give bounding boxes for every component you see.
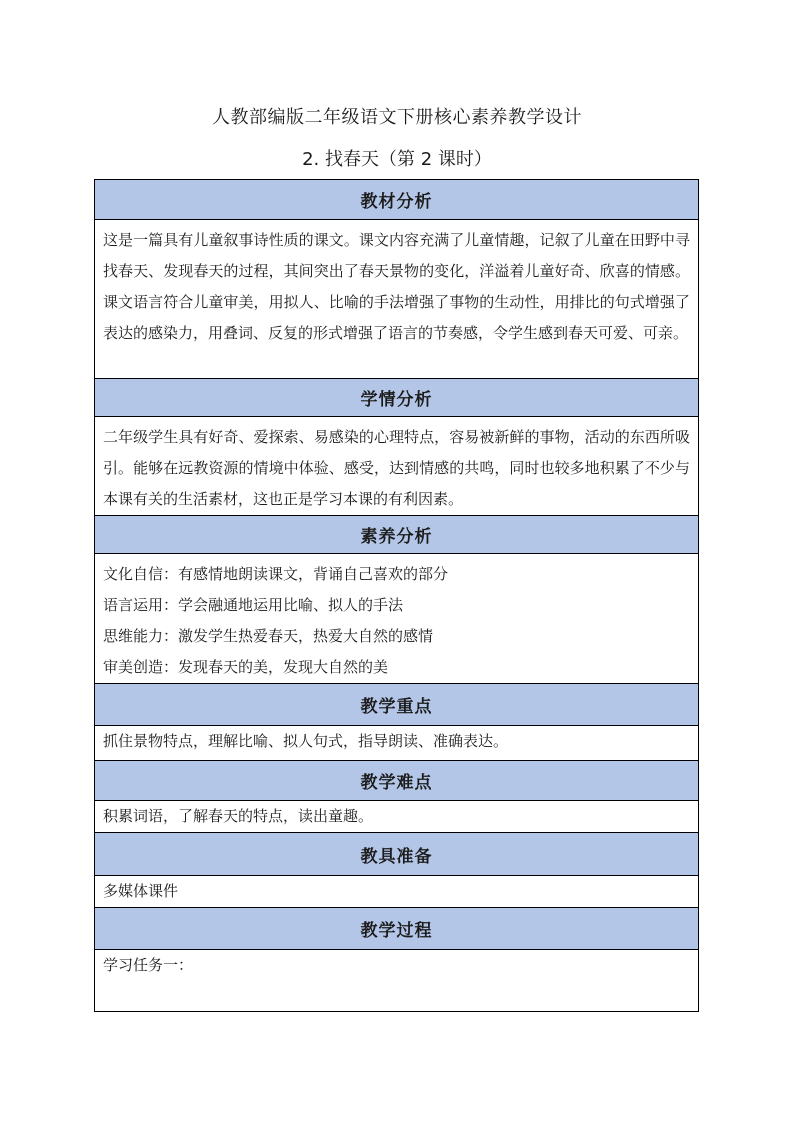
section-header-teaching-focus: 教学重点: [95, 684, 699, 726]
section-body-teaching-difficulty: [95, 801, 699, 833]
section-header-teaching-difficulty: 教学难点: [95, 761, 699, 801]
document-title: 人教部编版二年级语文下册核心素养教学设计: [212, 107, 582, 128]
section-header-row: [95, 833, 699, 876]
textbook-analysis-text: 这是一篇具有儿童叙事诗性质的课文。课文内容充满了儿童情趣，记叙了儿童在田野中寻找春天、发现春天的过程，其间突出了春天景物的变化，洋溢着儿童好奇、欣喜的情感。课文语言符合儿童审美，用拟人、比喻的手法增强了事物的生动性，用排比的句式增强了表达的感染力，用叠词、反复的形式增强了语言的节奏感，令学生感到春天可爱、可亲。: [103, 231, 690, 342]
teaching-process-text: 学习任务一：: [103, 956, 194, 974]
section-header-teaching-aids: 教具准备: [95, 833, 699, 876]
competency-list: [103, 554, 690, 683]
section-body-row: [95, 220, 699, 379]
teaching-focus-text: 抓住景物特点，理解比喻、拟人句式，指导朗读、准确表达。: [103, 732, 509, 750]
section-header-row: [95, 379, 699, 417]
section-body-teaching-process: [95, 950, 699, 1012]
competency-cultural-confidence: 文化自信：有感情地朗读课文，背诵自己喜欢的部分: [103, 565, 449, 583]
section-header-student-analysis: 学情分析: [95, 379, 699, 417]
document-subtitle: 2. 找春天（第 2 课时）: [302, 149, 492, 170]
section-header-row: [95, 516, 699, 554]
section-body-textbook-analysis: [95, 220, 699, 379]
competency-language-use: 语言运用：学会融通地运用比喻、拟人的手法: [103, 596, 404, 614]
section-header-textbook-analysis: 教材分析: [95, 180, 699, 220]
section-header-row: [95, 180, 699, 220]
section-body-row: [95, 726, 699, 761]
section-body-row: [95, 801, 699, 833]
section-body-row: [95, 876, 699, 908]
section-body-teaching-focus: [95, 726, 699, 761]
teaching-difficulty-text: 积累词语，了解春天的特点，读出童趣。: [103, 807, 374, 825]
section-body-row: [95, 950, 699, 1012]
teaching-aids-text: 多媒体课件: [103, 882, 179, 900]
lesson-plan-table: [94, 179, 699, 1012]
section-body-row: [95, 554, 699, 684]
competency-thinking-ability: 思维能力：激发学生热爱春天，热爱大自然的感情: [103, 627, 434, 645]
section-header-row: [95, 684, 699, 726]
section-body-row: [95, 417, 699, 516]
student-analysis-text: 二年级学生具有好奇、爱探索、易感染的心理特点，容易被新鲜的事物，活动的东西所吸引。能够在远教资源的情境中体验、感受，达到情感的共鸣，同时也较多地积累了不少与本课有关的生活素材，这也正是学习本课的有利因素。: [103, 428, 690, 508]
section-body-student-analysis: [95, 417, 699, 516]
section-body-competency-analysis: [95, 554, 699, 684]
section-body-teaching-aids: [95, 876, 699, 908]
section-header-teaching-process: 教学过程: [95, 908, 699, 950]
section-header-row: [95, 908, 699, 950]
section-header-row: [95, 761, 699, 801]
competency-aesthetic-creation: 审美创造：发现春天的美，发现大自然的美: [103, 658, 389, 676]
section-header-competency-analysis: 素养分析: [95, 516, 699, 554]
